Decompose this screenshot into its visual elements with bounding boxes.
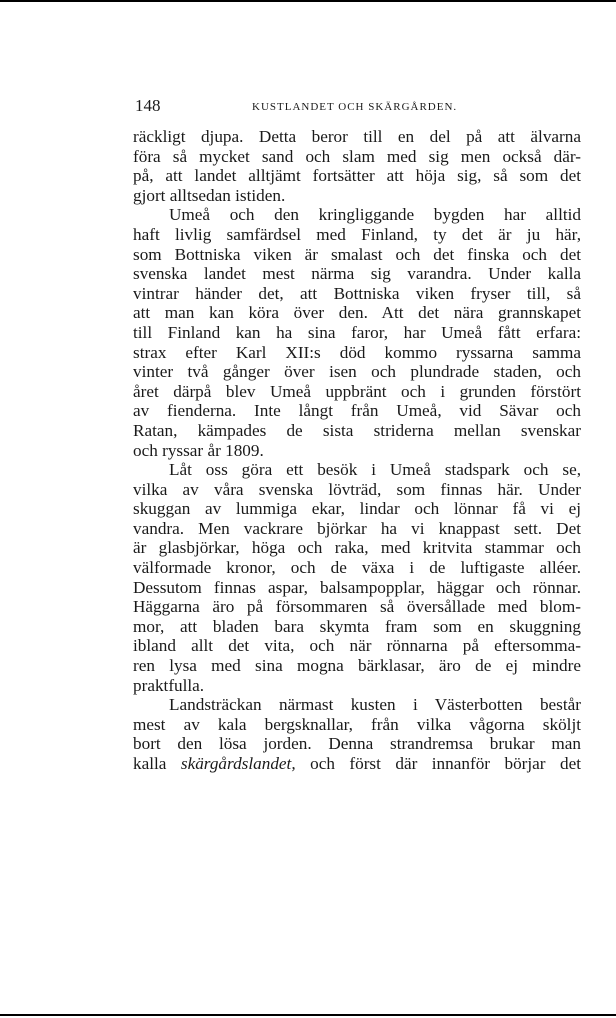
text-line: och ryssar år 1809.: [133, 440, 264, 460]
text-line: på, att landet alltjämt fortsätter att höja sig, så som det: [133, 166, 581, 186]
text-line: strax efter Karl XII:s död kommo ryssarna samma: [133, 342, 581, 362]
text-line: Ratan, kämpades de sista striderna mellan svenskar: [133, 420, 581, 440]
text-line: bort den lösa jorden. Denna strandremsa brukar man: [133, 734, 581, 754]
paragraph: [133, 127, 581, 205]
text-line: gjort alltsedan istiden.: [133, 185, 286, 205]
paragraph: [133, 695, 581, 773]
text-line: haft livlig samfärdsel med Finland, ty det är ju här,: [133, 224, 581, 244]
text-line: Låt oss göra ett besök i Umeå stadspark och se,: [169, 460, 581, 480]
text-line: svenska landet mest närma sig varandra. Under kalla: [133, 264, 581, 284]
text-line-with-emphasis: [133, 754, 581, 774]
text-line: räckligt djupa. Detta beror till en del på att älvarna: [133, 127, 581, 146]
text-line: Dessutom finnas aspar, balsampopplar, häggar och rönnar.: [133, 577, 581, 597]
text-line: till Finland kan ha sina faror, har Umeå fått erfara:: [133, 322, 581, 342]
text-line: året därpå blev Umeå uppbränt och i grunden förstört: [133, 381, 581, 401]
paragraph: [133, 460, 581, 695]
text-line: ren lysa med sina mogna bärklasar, äro de ej mindre: [133, 656, 581, 676]
text-line: vinter två gånger över isen och plundrade staden, och: [133, 362, 581, 382]
text-line: vintrar händer det, att Bottniska viken fryser till, så: [133, 283, 581, 303]
text-segment: kalla: [133, 754, 181, 773]
text-line: välformade kronor, och de växa i de luftigaste alléer.: [133, 558, 581, 578]
running-head: KUSTLANDET OCH SKÄRGÅRDEN.: [252, 101, 458, 113]
text-line: föra så mycket sand och slam med sig men också där-: [133, 146, 581, 166]
text-line: av fienderna. Inte långt från Umeå, vid Sävar och: [133, 401, 581, 421]
text-line: vandra. Men vackrare björkar ha vi knappast sett. Det: [133, 518, 581, 538]
bottom-rule: [0, 1014, 616, 1016]
text-line: praktfulla.: [133, 675, 205, 695]
text-segment: och först där innanför börjar det: [295, 754, 581, 773]
emphasized-term: skärgårdslandet,: [180, 754, 296, 773]
text-line: Umeå och den kringliggande bygden har alltid: [169, 205, 581, 225]
text-line: är glasbjörkar, höga och raka, med kritvita stammar och: [133, 538, 581, 558]
text-line: att man kan köra över den. Att det nära grannskapet: [133, 303, 581, 323]
text-line: mor, att bladen bara skymta fram som en skuggning: [133, 616, 581, 636]
text-line: skuggan av lummiga ekar, lindar och lönnar få vi ej: [133, 499, 581, 519]
text-line: ibland allt det vita, och när rönnarna på eftersomma-: [133, 636, 581, 656]
text-line: mest av kala bergsknallar, från vilka vågorna sköljt: [133, 714, 581, 734]
page-number: 148: [135, 96, 161, 115]
text-line: som Bottniska viken är smalast och det finska och det: [133, 244, 581, 264]
text-line: vilka av våra svenska lövträd, som finnas här. Under: [133, 479, 581, 499]
top-rule: [0, 0, 616, 2]
body-text: [133, 127, 581, 774]
paragraph: [133, 205, 581, 460]
text-line: Landsträckan närmast kusten i Västerbotten består: [169, 695, 581, 715]
text-line: Häggarna äro på försommaren så översållade med blom-: [133, 597, 581, 617]
